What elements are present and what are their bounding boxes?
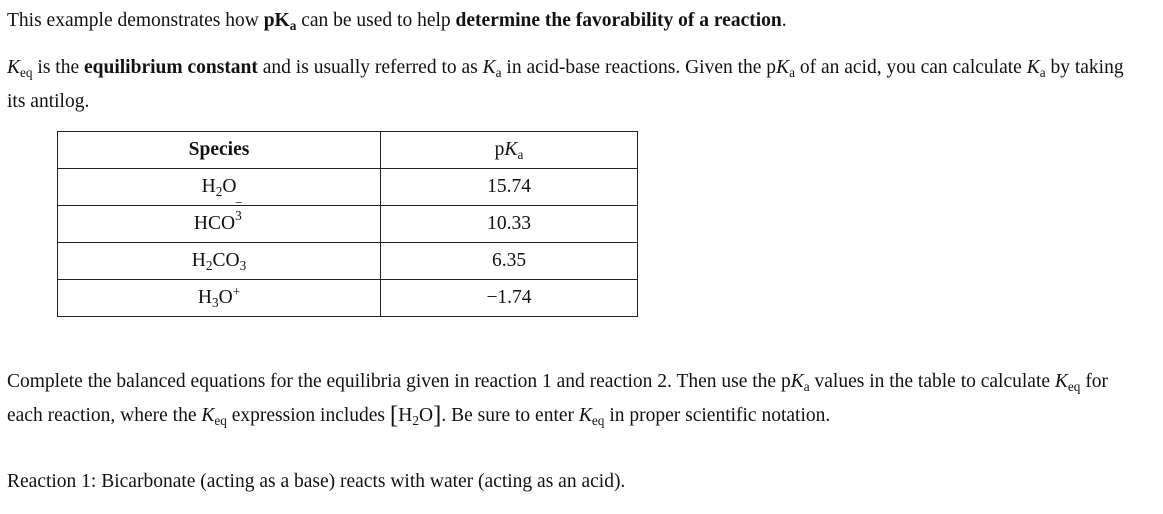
species-cell: $H_2CO_3$: [58, 243, 381, 280]
reaction1-heading: Reaction 1: Bicarbonate (acting as a base) reacts with water (acting as an acid).: [7, 471, 626, 492]
pka-bold: $pK_a$: [263, 10, 297, 34]
pka-cell: 15.74: [381, 169, 638, 206]
equilibrium-constant-term: equilibrium constant: [84, 57, 258, 78]
species-cell: $H_2O$: [58, 169, 381, 206]
pka-cell: 10.33: [381, 206, 638, 243]
pka-table: [57, 131, 638, 317]
header-pka: $pK_a$: [381, 132, 638, 169]
table-row: [58, 169, 638, 206]
intro-text: This example demonstrates how: [7, 10, 264, 31]
keq-symbol: K: [7, 57, 21, 78]
instructions-paragraph: Complete the balanced equations for the equilibria given in reaction 1 and reaction 2. Then use the $pK_a$ values in the table to calculate $K_{eq}$ for each reaction, where the $K_{eq}$ expression includes $[H_2O]$. Be sure to enter $K_{eq}$ in proper scientific notation.: [7, 371, 1109, 429]
table-header-row: [58, 132, 638, 169]
species-cell: HCO − 3: [58, 206, 381, 243]
bracket-open: [: [389, 402, 399, 429]
species-cell: $H_3O^+$: [58, 280, 381, 317]
intro-text: can be used to help: [296, 10, 456, 31]
intro-bold-phrase: determine the favorability of a reaction: [455, 10, 782, 31]
keq-paragraph: $K_{eq}$ is the equilibrium constant and is usually referred to as $K_a$ in acid-base reactions. Given the $pK_a$ of an acid, you can calculate $K_a$ by taking its antilog.: [7, 57, 1124, 112]
table-row: [58, 243, 638, 280]
intro-paragraph: This example demonstrates how $pK_a$ can be used to help determine the favorability of a reaction.: [7, 10, 787, 34]
pka-cell: 6.35: [381, 243, 638, 280]
header-species: Species: [58, 132, 381, 169]
bracket-close: ]: [433, 402, 442, 429]
table-row: [58, 280, 638, 317]
table-row: [58, 206, 638, 243]
pka-cell: −1.74: [381, 280, 638, 317]
